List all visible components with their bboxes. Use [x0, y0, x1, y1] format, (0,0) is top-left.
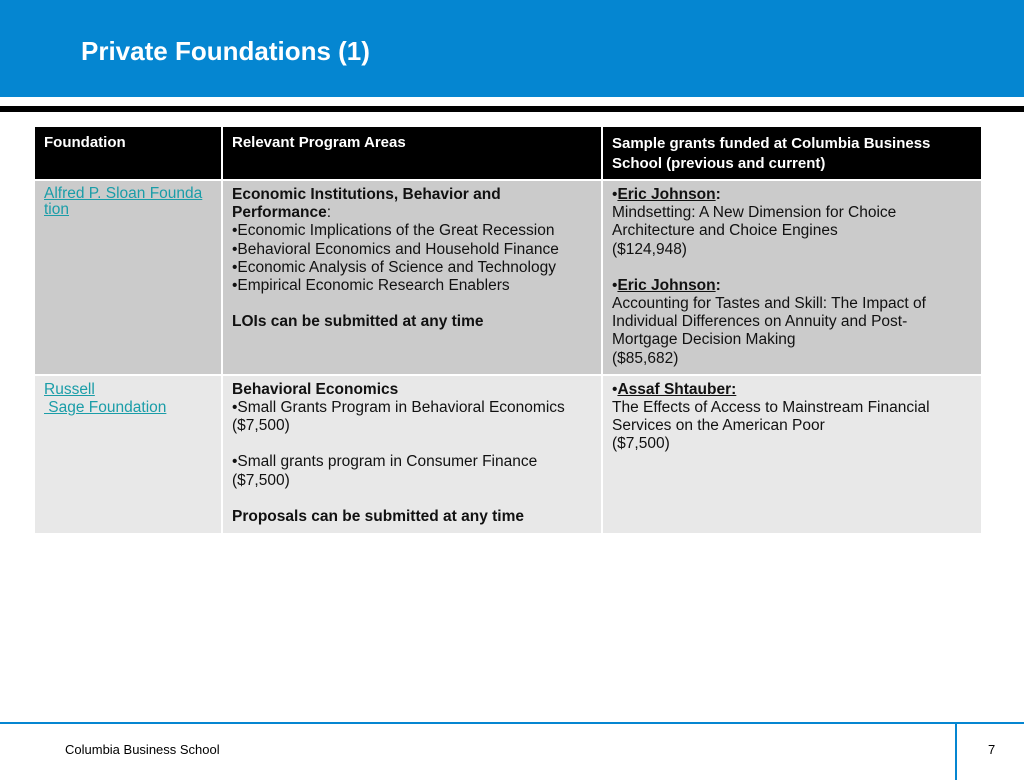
recipient-colon: :	[715, 186, 721, 203]
grant-recipient	[612, 277, 972, 295]
program-areas-cell	[222, 375, 602, 533]
grant-line: Mortgage Decision Making	[612, 331, 796, 349]
foundation-cell	[35, 180, 222, 375]
header-foundation: Foundation	[35, 127, 222, 180]
sloan-foundation-link[interactable]	[44, 186, 212, 218]
program-amount: ($7,500)	[232, 417, 290, 435]
recipient-colon: :	[715, 276, 721, 294]
grant-amount: ($85,682)	[612, 349, 679, 367]
submission-note: LOIs can be submitted at any time	[232, 313, 484, 331]
grant-line: Mindsetting: A New Dimension for Choice	[612, 204, 897, 222]
footer-school-name: Columbia Business School	[65, 742, 220, 757]
program-amount: ($7,500)	[232, 471, 290, 489]
link-line: tion	[44, 201, 69, 218]
grant-amount: ($7,500)	[612, 435, 670, 453]
program-item: •Economic Analysis of Science and Technology	[232, 258, 556, 276]
recipient-name: Assaf Shtauber:	[617, 380, 737, 398]
program-item: •Empirical Economic Research Enablers	[232, 277, 510, 295]
grants-cell	[602, 180, 981, 375]
bullet: •	[612, 276, 618, 294]
slide-header	[0, 0, 1024, 97]
grant-recipient	[612, 186, 972, 204]
foundation-cell	[35, 375, 222, 533]
program-item: •Behavioral Economics and Household Finance	[232, 240, 559, 258]
header-divider	[0, 106, 1024, 112]
program-item: •Economic Implications of the Great Recession	[232, 222, 555, 240]
bullet: •	[612, 186, 618, 203]
program-title-colon: :	[326, 204, 332, 222]
grants-cell	[602, 375, 981, 533]
footer-separator	[955, 724, 957, 780]
spacer	[612, 259, 972, 277]
grant-recipient	[612, 381, 972, 399]
foundations-table	[35, 127, 981, 533]
recipient-name: Eric Johnson	[617, 276, 716, 294]
grant-line: The Effects of Access to Mainstream Financial	[612, 399, 930, 417]
slide-title: Private Foundations (1)	[81, 36, 370, 66]
program-title: Behavioral Economics	[232, 380, 399, 398]
russell-sage-foundation-link[interactable]	[44, 381, 212, 417]
grant-amount: ($124,948)	[612, 240, 687, 258]
program-areas-cell	[222, 180, 602, 375]
grant-line: Services on the American Poor	[612, 417, 825, 435]
grant-line: Accounting for Tastes and Skill: The Impact of	[612, 295, 926, 313]
recipient-name: Eric Johnson	[617, 186, 716, 203]
link-line: Russell	[44, 380, 95, 398]
page-number: 7	[988, 742, 996, 757]
spacer	[232, 435, 592, 453]
bullet: •	[612, 380, 618, 398]
table-header-row	[35, 127, 981, 180]
link-line: Sage Foundation	[44, 399, 167, 417]
program-item: •Small grants program in Consumer Finance	[232, 453, 538, 471]
grant-line: Individual Differences on Annuity and Post-	[612, 313, 908, 331]
spacer	[232, 490, 592, 508]
header-sample-grants: Sample grants funded at Columbia Business School (previous and current)	[602, 127, 981, 180]
submission-note: Proposals can be submitted at any time	[232, 507, 524, 525]
header-program-areas: Relevant Program Areas	[222, 127, 602, 180]
program-item: •Small Grants Program in Behavioral Economics	[232, 399, 565, 417]
table-row	[35, 180, 981, 375]
program-title	[232, 186, 592, 222]
grant-line: Architecture and Choice Engines	[612, 222, 838, 240]
footer-divider	[0, 722, 1024, 724]
link-line: Alfred P. Sloan Founda	[44, 185, 203, 202]
program-title-text: Economic Institutions, Behavior and Performance	[232, 186, 501, 222]
spacer	[232, 295, 592, 313]
table-row	[35, 375, 981, 533]
